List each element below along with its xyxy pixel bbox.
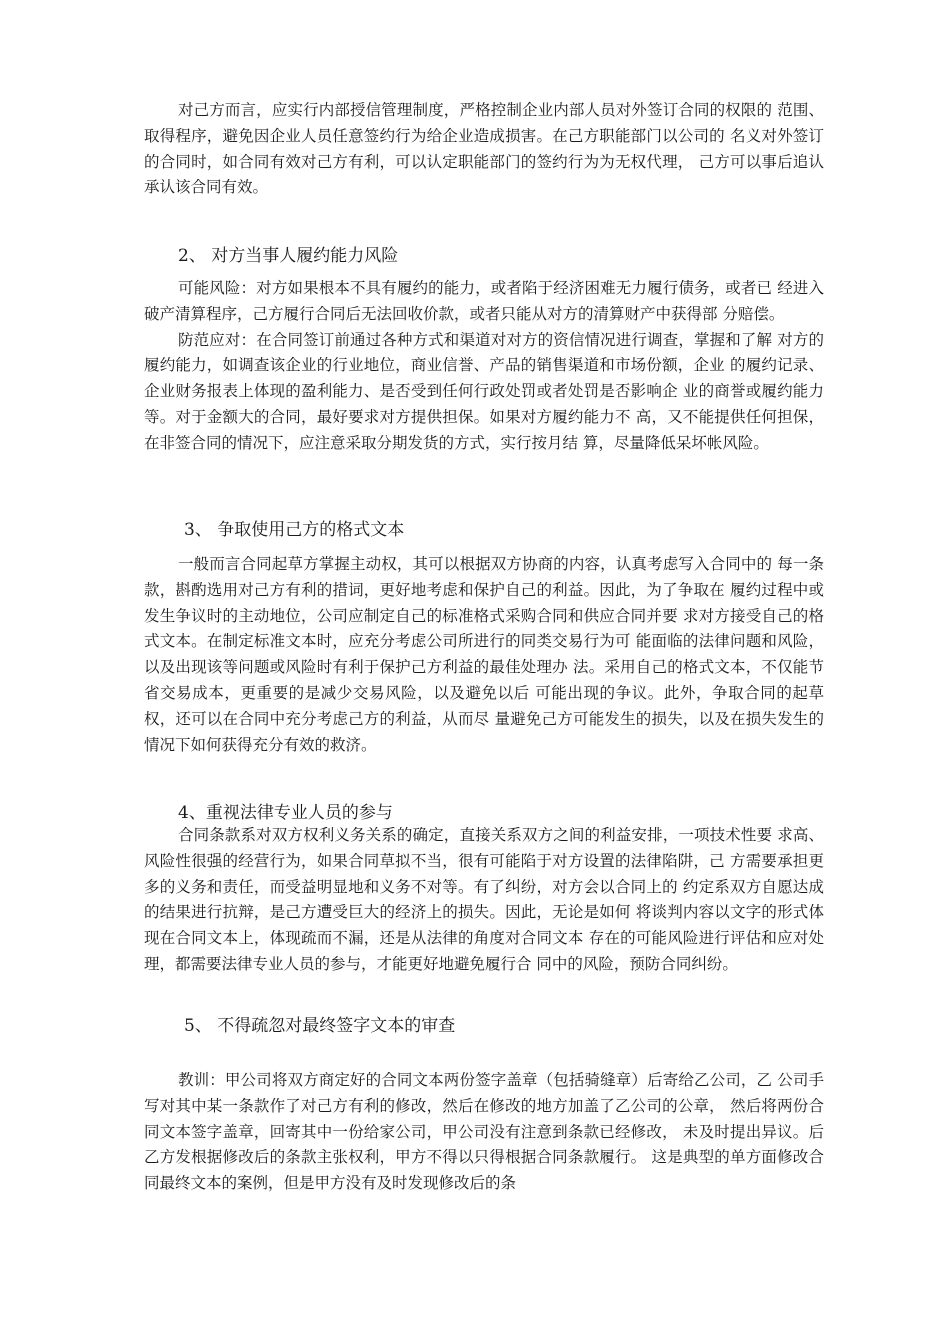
section-intro xyxy=(144,98,824,201)
section-legal-professionals xyxy=(144,823,824,978)
paragraph-lesson: 教训：甲公司将双方商定好的合同文本两份签字盖章（包括骑缝章）后寄给乙公司，乙 公司手写对其中某一条款作了对己方有利的修改，然后在修改的地方加盖了乙公司的公章， 然后将两份合同文本签字盖章，回寄其中一份给家公司，甲公司没有注意到条款已经修改， 未及时提出异议。后乙方发根据修改后的条款主张权利，甲方不得以只得根据合同条款履行。 这是典型的单方面修改合同最终文本的案例，但是甲方没有及时发现修改后的条 xyxy=(144,1071,824,1193)
heading-legal-professionals: 4、重视法律专业人员的参与 xyxy=(178,803,393,823)
paragraph-intro: 对己方而言，应实行内部授信管理制度，严格控制企业内部人员对外签订合同的权限的 范围、取得程序，避免因企业人员任意签约行为给企业造成损害。在己方职能部门以公司的 名义对外签订的合同时，如合同有效对己方有利，可以认定职能部门的签约行为为无权代理， 己方可以事后追认承认该合同有效。 xyxy=(144,101,824,197)
paragraph-possible-risk: 可能风险：对方如果根本不具有履约的能力，或者陷于经济困难无力履行债务，或者已 经进入破产清算程序，己方履行合同后无法回收价款，或者只能从对方的清算财产中获得部 分赔偿。 xyxy=(144,279,824,323)
paragraph-format-text: 一般而言合同起草方掌握主动权，其可以根据双方协商的内容，认真考虑写入合同中的 每一条款，斟酌选用对己方有利的措词，更好地考虑和保护自己的利益。因此，为了争取在 履约过程中或发生争议时的主动地位，公司应制定自己的标准格式采购合同和供应合同并要 求对方接受自己的格式文本。在制定标准文本时，应充分考虑公司所进行的同类交易行为可 能面临的法律问题和风险，以及出现该等问题或风险时有利于保护己方利益的最佳处理办 法。采用自己的格式文本，不仅能节省交易成本，更重要的是减少交易风险，以及避免以后 可能出现的争议。此外，争取合同的起草权，还可以在合同中充分考虑己方的利益，从而尽 量避免己方可能发生的损失，以及在损失发生的情况下如何获得充分有效的救济。 xyxy=(144,555,824,754)
section-format-text xyxy=(144,552,824,758)
heading-format-text: 3、 争取使用己方的格式文本 xyxy=(184,520,405,540)
heading-final-review: 5、 不得疏忽对最终签字文本的审查 xyxy=(184,1016,456,1036)
section-performance-risk xyxy=(144,276,824,457)
paragraph-countermeasures: 防范应对：在合同签订前通过各种方式和渠道对对方的资信情况进行调查，掌握和了解 对方的履约能力，如调查该企业的行业地位，商业信誉、产品的销售渠道和市场份额，企业 的履约记录、企业财务报表上体现的盈利能力、是否受到任何行政处罚或者处罚是否影响企 业的商誉或履约能力等。对于金额大的合同，最好要求对方提供担保。如果对方履约能力不 高，又不能提供任何担保，在非签合同的情况下，应注意采取分期发货的方式，实行按月结 算，尽量降低呆坏帐风险。 xyxy=(144,330,824,452)
section-final-review xyxy=(144,1068,824,1197)
heading-performance-risk: 2、 对方当事人履约能力风险 xyxy=(178,246,399,266)
paragraph-legal-professionals: 合同条款系对双方权利义务关系的确定，直接关系双方之间的利益安排，一项技术性要 求高、风险性很强的经营行为，如果合同草拟不当，很有可能陷于对方设置的法律陷阱，己 方需要承担更多的义务和责任，而受益明显地和义务不对等。有了纠纷，对方会以合同上的 约定系双方自愿达成的结果进行抗辩，是己方遭受巨大的经济上的损失。因此，无论是如何 将谈判内容以文字的形式体现在合同文本上，体现疏而不漏，还是从法律的角度对合同文本 存在的可能风险进行评估和应对处理，都需要法律专业人员的参与，才能更好地避免履行合 同中的风险，预防合同纠纷。 xyxy=(144,826,824,973)
